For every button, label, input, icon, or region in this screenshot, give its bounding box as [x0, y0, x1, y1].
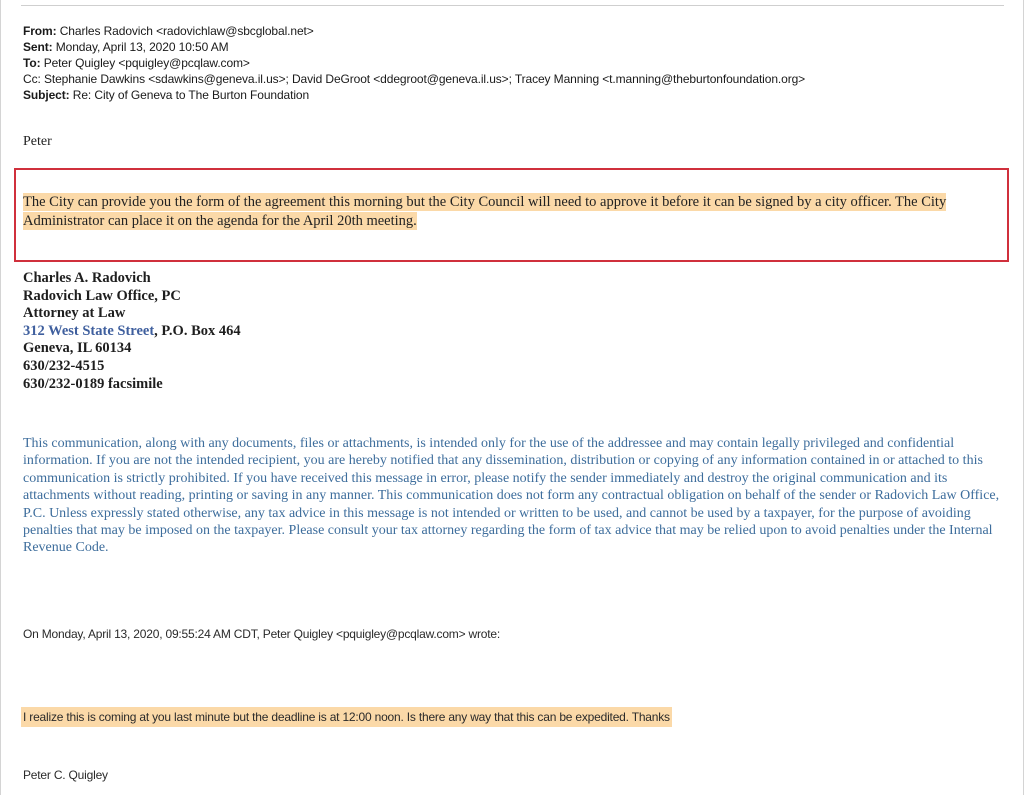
to-row — [23, 55, 805, 71]
street-link[interactable]: 312 West State Street — [23, 322, 155, 339]
highlighted-text: The City can provide you the form of the agreement this morning but the City Council will need to approve it before it can be signed by a city officer. The City Administrator can place it on the agenda for the April 20th meeting. — [23, 194, 947, 229]
quote-attribution: On Monday, April 13, 2020, 09:55:24 AM CDT, Peter Quigley <pquigley@pcqlaw.com> wrote: — [23, 627, 501, 641]
signature-title: Attorney at Law — [23, 305, 126, 322]
greeting: Peter — [23, 134, 52, 149]
confidentiality-disclaimer: This communication, along with any documents, files or attachments, is intended only for the use of the addressee and may contain legally privileged and confidential information. If you are not the intended recipient, you are hereby notified that any dissemination, distribution or copying of any information contained in or attached to this communication is strictly prohibited. If you have received this message in error, please notify the sender immediately and destroy the original communication and its attachments without reading, printing or saving in any manner. This communication does not form any contractual obligation on behalf of the sender or Radovich Law Office, P.C. Unless expressly stated otherwise, any tax advice in this message is not intended or written to be used, and cannot be used by a taxpayer, for the purpose of avoiding penalties that may be imposed on the taxpayer. Please consult your tax attorney regarding the form of tax advice that may be relied upon to avoid penalties under the Internal Revenue Code. — [23, 436, 1000, 556]
signature-firm: Radovich Law Office, PC — [23, 287, 181, 304]
subject-row — [23, 87, 805, 103]
signature-city: Geneva, IL 60134 — [23, 340, 132, 357]
sent-label: Sent: — [23, 40, 53, 54]
signature-name: Charles A. Radovich — [23, 270, 151, 286]
subject-value: Re: City of Geneva to The Burton Foundation — [72, 88, 310, 102]
from-row — [23, 23, 805, 39]
from-label: From: — [23, 24, 57, 38]
signature-fax: 630/232-0189 facsimile — [23, 375, 163, 392]
quoted-signature: Peter C. Quigley — [23, 768, 108, 782]
body-paragraph — [23, 193, 1008, 231]
subject-label: Subject: — [23, 88, 70, 102]
cc-value: Stephanie Dawkins <sdawkins@geneva.il.us>; David DeGroot <ddegroot@geneva.il.us>; Tracey Manning <t.manning@theburtonfoundation.org> — [43, 72, 806, 86]
to-label: To: — [23, 56, 41, 70]
cc-row — [23, 71, 805, 87]
po-box: , P.O. Box 464 — [154, 322, 241, 339]
sent-row — [23, 39, 805, 55]
from-value: Charles Radovich <radovichlaw@sbcglobal.net> — [59, 24, 314, 38]
signature-phone: 630/232-4515 — [23, 357, 105, 374]
signature-block — [23, 270, 241, 393]
sent-value: Monday, April 13, 2020 10:50 AM — [55, 40, 229, 54]
cc-label: Cc: — [23, 72, 41, 86]
to-value: Peter Quigley <pquigley@pcqlaw.com> — [43, 56, 250, 70]
quoted-message — [21, 710, 672, 724]
email-header — [23, 23, 805, 103]
top-divider — [21, 5, 1004, 6]
quoted-highlighted-text: I realize this is coming at you last minute but the deadline is at 12:00 noon. Is there any way that this can be expedited. Thanks — [21, 707, 672, 727]
signature-address — [23, 323, 241, 341]
